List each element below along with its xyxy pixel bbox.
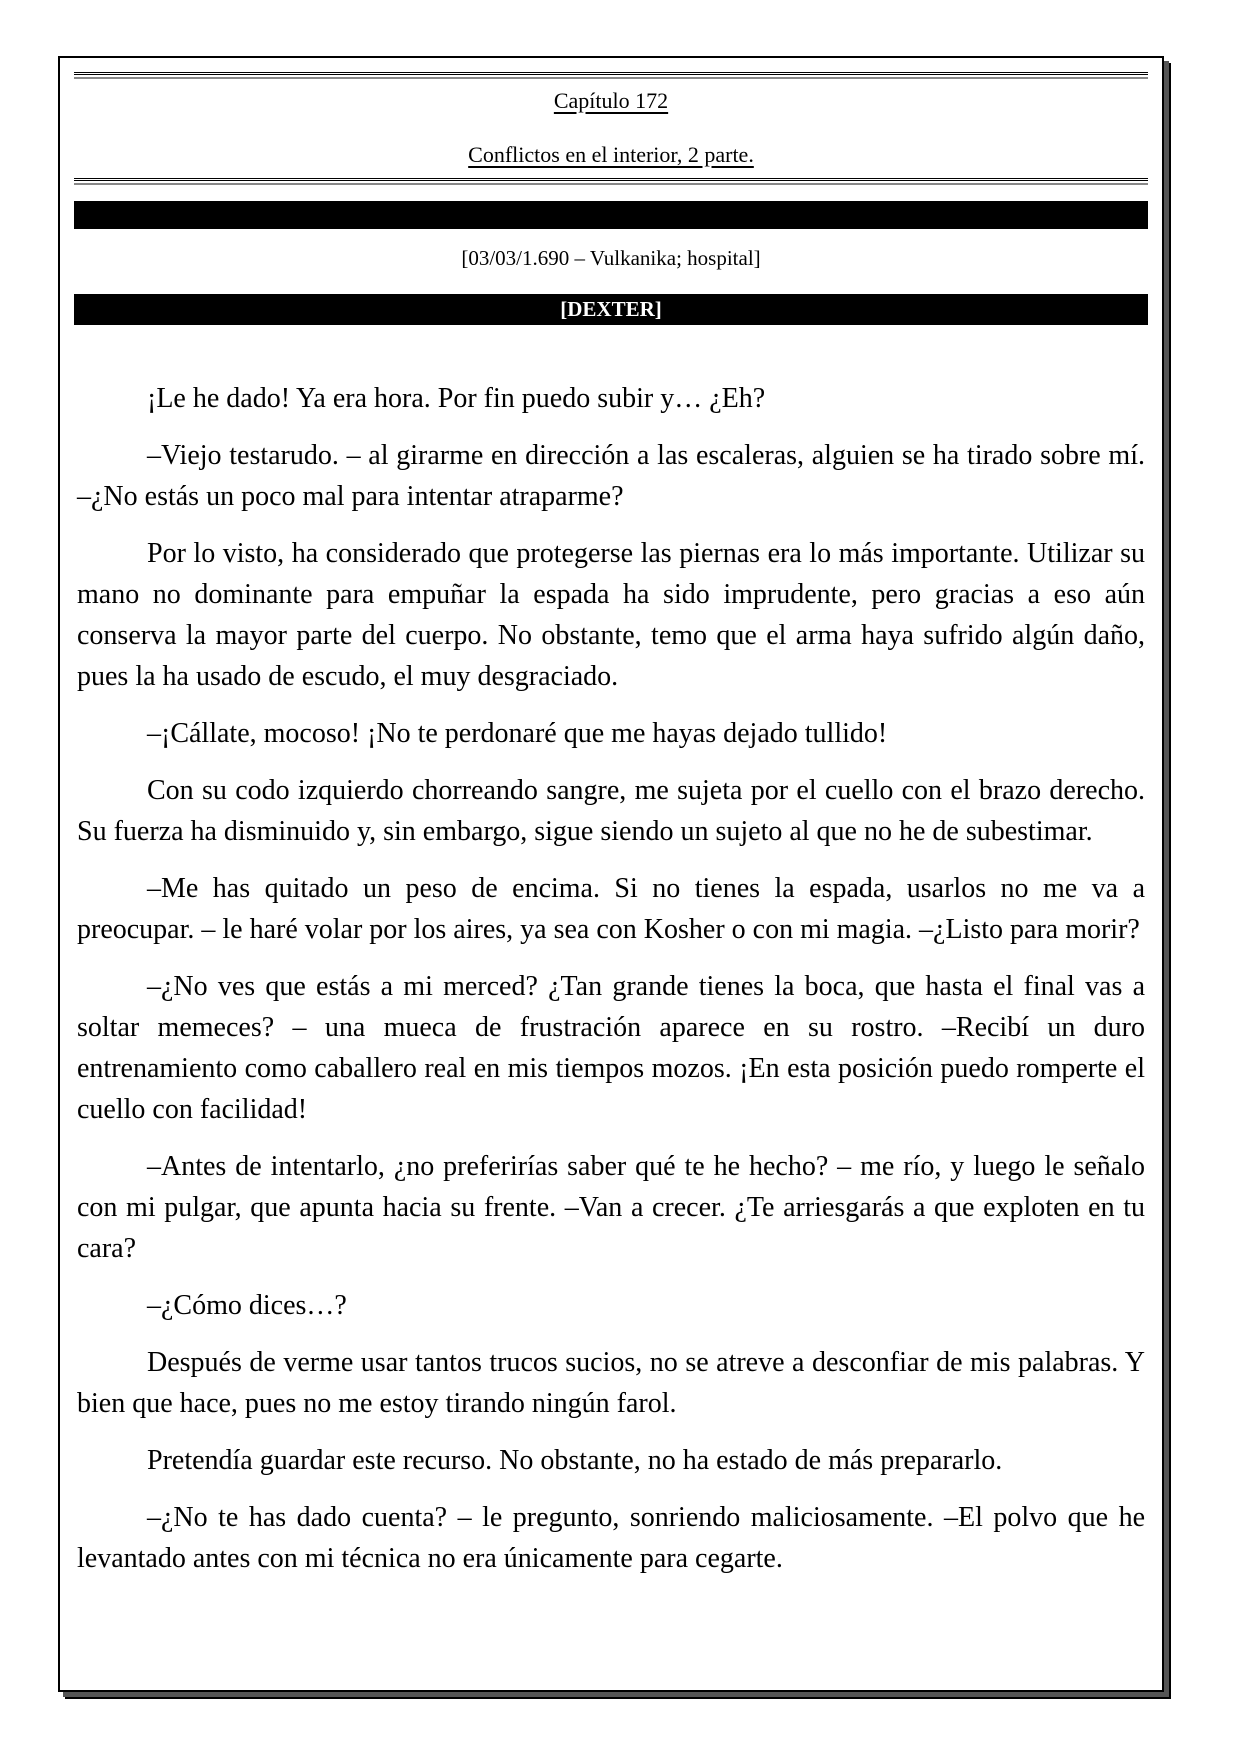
page-frame (58, 56, 1164, 1692)
chapter-title: Conflictos en el interior, 2 parte. (468, 142, 754, 167)
paragraph: Después de verme usar tantos trucos sucios, no se atreve a desconfiar de mis palabras. Y bien que hace, pues no me estoy tirando ningún farol. (77, 1347, 1145, 1419)
header-bottom-rule (74, 178, 1148, 185)
pov-banner: [DEXTER] (74, 294, 1148, 325)
paragraph: Con su codo izquierdo chorreando sangre, me sujeta por el cuello con el brazo derecho. Su fuerza ha disminuido y, sin embargo, sigue siendo un sujeto al que no he de subestimar. (77, 775, 1145, 847)
scene-info: [03/03/1.690 – Vulkanika; hospital] (461, 246, 761, 270)
separator-bar (74, 201, 1148, 229)
paragraph: –¿No te has dado cuenta? – le pregunto, sonriendo maliciosamente. –El polvo que he levantado antes con mi técnica no era únicamente para cegarte. (77, 1502, 1145, 1574)
paragraph: –¿Cómo dices…? (147, 1290, 347, 1321)
paragraph: –¡Cállate, mocoso! ¡No te perdonaré que me hayas dejado tullido! (147, 718, 888, 749)
paragraph: –Me has quitado un peso de encima. Si no tienes la espada, usarlos no me va a preocupar. – le haré volar por los aires, ya sea con Kosher o con mi magia. –¿Listo para morir? (77, 873, 1145, 945)
chapter-body (77, 378, 1145, 1595)
chapter-number: Capítulo 172 (553, 88, 669, 113)
paragraph: –Viejo testarudo. – al girarme en dirección a las escaleras, alguien se ha tirado sobre mí. –¿No estás un poco mal para intentar atraparme? (77, 440, 1145, 512)
paragraph: Pretendía guardar este recurso. No obstante, no ha estado de más prepararlo. (147, 1445, 1003, 1476)
paragraph: Por lo visto, ha considerado que protegerse las piernas era lo más importante. Utilizar su mano no dominante para empuñar la espada ha sido imprudente, pero gracias a eso aún conserva la mayor parte del cuerpo. No obstante, temo que el arma haya sufrido algún daño, pues la ha usado de escudo, el muy desgraciado. (77, 538, 1145, 692)
header-top-rule (74, 72, 1148, 79)
paragraph: –¿No ves que estás a mi merced? ¿Tan grande tienes la boca, que hasta el final vas a soltar memeces? – una mueca de frustración aparece en su rostro. –Recibí un duro entrenamiento como caballero real en mis tiempos mozos. ¡En esta posición puedo romperte el cuello con facilidad! (77, 971, 1145, 1125)
paragraph: ¡Le he dado! Ya era hora. Por fin puedo subir y… ¿Eh? (147, 383, 766, 414)
paragraph: –Antes de intentarlo, ¿no preferirías saber qué te he hecho? – me río, y luego le señalo con mi pulgar, que apunta hacia su frente. –Van a crecer. ¿Te arriesgarás a que exploten en tu cara? (77, 1151, 1145, 1264)
